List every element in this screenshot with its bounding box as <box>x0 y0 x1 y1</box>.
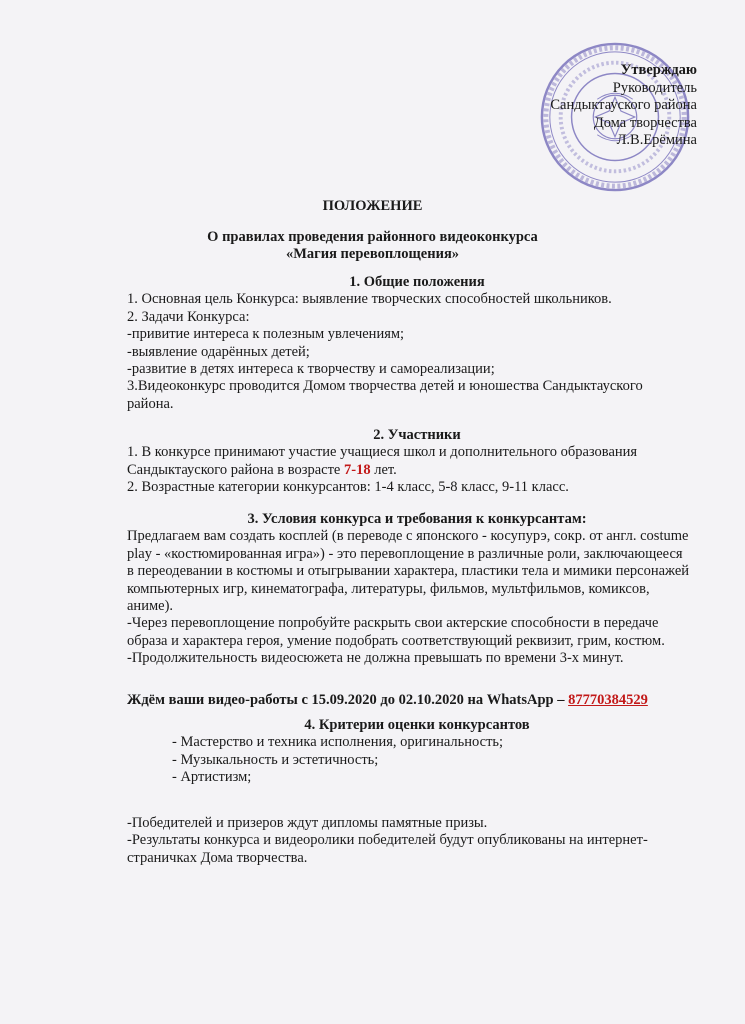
paragraph-line: Предлагаем вам создать косплей (в переводе с японского - косупурэ, сокр. от англ. costume <box>127 528 689 545</box>
paragraph-line: play - «костюмированная игра») - это перевоплощение в различные роли, заключающееся <box>127 545 683 562</box>
approval-line: Сандыктауского района <box>550 97 697 113</box>
section-closing <box>127 815 707 867</box>
criteria-item: - Музыкальность и эстетичность; <box>172 751 379 768</box>
document-title: ПОЛОЖЕНИЕ <box>322 198 423 214</box>
paragraph-line <box>127 462 707 479</box>
section-heading: 2. Участники <box>373 427 461 443</box>
approval-line: Руководитель <box>612 79 697 96</box>
section-heading: 1. Общие положения <box>349 274 485 290</box>
whatsapp-phone[interactable]: 87770384529 <box>568 692 648 708</box>
paragraph-line: в переодевании в костюмы и отыгрывании характера, пластики тела и мимики персонажей <box>127 563 690 580</box>
paragraph-line: 2. Задачи Конкурса: <box>127 308 250 325</box>
paragraph-line: -развитие в детях интереса к творчеству и самореализации; <box>127 361 495 378</box>
criteria-item: - Мастерство и техника исполнения, оригинальность; <box>172 734 504 751</box>
paragraph-line: -Результаты конкурса и видеоролики победителей будут опубликованы на интернет- <box>127 832 648 849</box>
deadline-text: Ждём ваши видео-работы с 15.09.2020 до 02.10.2020 на WhatsApp – <box>127 692 569 708</box>
deadline-line <box>127 692 707 709</box>
paragraph-line: образа и характера героя, умение подобрать соответствующий реквизит, грим, костюм. <box>127 632 665 649</box>
section-criteria <box>127 717 707 787</box>
section-general <box>127 274 707 413</box>
section-heading: 4. Критерии оценки конкурсантов <box>304 717 530 733</box>
section-participants <box>127 427 707 497</box>
paragraph-line: 1. Основная цель Конкурса: выявление творческих способностей школьников. <box>127 291 612 308</box>
age-range: 7-18 <box>344 461 371 478</box>
paragraph-line: аниме). <box>127 598 174 615</box>
approval-line: Дома творчества <box>593 114 697 131</box>
paragraph-line: 1. В конкурсе принимают участие учащиеся школ и дополнительного образования <box>127 444 638 461</box>
paragraph-line: -Через перевоплощение попробуйте раскрыть свои актерские способности в передаче <box>127 615 659 632</box>
document-subtitle-line1: О правилах проведения районного видеоконкурса <box>207 229 538 245</box>
paragraph-line: -Продолжительность видеосюжета не должна превышать по времени 3-х минут. <box>127 650 624 667</box>
text-span: лет. <box>370 461 397 478</box>
paragraph-line: компьютерных игр, кинематографа, литературы, фильмов, мультфильмов, комиксов, <box>127 580 650 597</box>
paragraph-line: 2. Возрастные категории конкурсантов: 1-4 класс, 5-8 класс, 9-11 класс. <box>127 479 569 496</box>
approval-heading: Утверждаю <box>620 62 697 78</box>
section-heading: 3. Условия конкурса и требования к конкурсантам: <box>247 511 587 527</box>
document-subtitle-line2: «Магия перевоплощения» <box>285 246 460 262</box>
text-span: Сандыктауского района в возрасте <box>127 461 344 478</box>
approval-signatory: Л.В.Ерёмина <box>616 132 697 148</box>
paragraph-line: -Победителей и призеров ждут дипломы памятные призы. <box>127 815 488 831</box>
paragraph-line: страничках Дома творчества. <box>127 849 308 866</box>
paragraph-line: -выявление одарённых детей; <box>127 343 310 360</box>
paragraph-line: 3.Видеоконкурс проводится Домом творчества детей и юношества Сандыктауского <box>127 378 643 395</box>
approval-block <box>550 62 697 150</box>
criteria-item: - Артистизм; <box>172 769 252 786</box>
section-conditions <box>127 511 707 668</box>
paragraph-line: района. <box>127 395 174 412</box>
paragraph-line: -привитие интереса к полезным увлечениям; <box>127 326 405 343</box>
